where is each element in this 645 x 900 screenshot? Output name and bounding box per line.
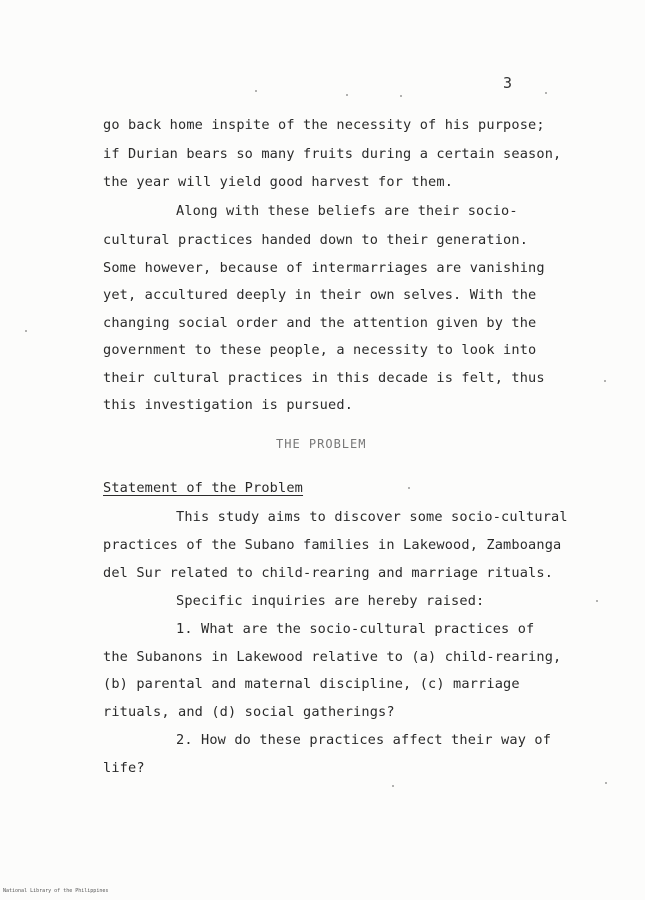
text-line-18: (b) parental and maternal discipline, (c) marriage [103, 676, 520, 692]
text-line-12: This study aims to discover some socio-cultural [176, 509, 568, 525]
text-line-20: 2. How do these practices affect their way of [176, 732, 552, 748]
scan-speck [605, 782, 607, 784]
text-line-15: Specific inquiries are hereby raised: [176, 593, 485, 609]
text-line-3: the year will yield good harvest for them. [103, 174, 454, 190]
scan-speck [255, 90, 257, 92]
text-line-14: del Sur related to child-rearing and marriage rituals. [103, 565, 554, 581]
section-heading: THE PROBLEM [276, 437, 367, 451]
text-line-11: this investigation is pursued. [103, 397, 354, 413]
text-line-10: their cultural practices in this decade is felt, thus [103, 370, 545, 386]
scan-speck [545, 92, 547, 94]
scan-speck [392, 785, 394, 787]
scan-speck [400, 95, 402, 97]
text-line-7: yet, accultured deeply in their own selves. With the [103, 287, 537, 303]
text-line-4: Along with these beliefs are their socio- [176, 203, 518, 219]
scan-speck [596, 600, 598, 602]
text-line-8: changing social order and the attention given by the [103, 315, 537, 331]
text-line-1: go back home inspite of the necessity of his purpose; [103, 117, 545, 133]
library-footer: National Library of the Philippines [3, 888, 109, 894]
scan-speck [408, 487, 410, 489]
text-line-6: Some however, because of intermarriages are vanishing [103, 260, 545, 276]
page-number: 3 [503, 74, 513, 92]
text-line-17: the Subanons in Lakewood relative to (a) child-rearing, [103, 649, 562, 665]
text-line-16: 1. What are the socio-cultural practices of [176, 621, 535, 637]
scan-speck [25, 330, 27, 332]
text-line-19: rituals, and (d) social gatherings? [103, 704, 395, 720]
text-line-9: government to these people, a necessity to look into [103, 342, 537, 358]
text-line-21: life? [103, 760, 145, 776]
section-title: Statement of the Problem [103, 480, 304, 496]
text-line-13: practices of the Subano families in Lakewood, Zamboanga [103, 537, 562, 553]
text-line-5: cultural practices handed down to their generation. [103, 232, 529, 248]
text-line-2: if Durian bears so many fruits during a certain season, [103, 146, 562, 162]
scan-speck [346, 94, 348, 96]
scan-speck [604, 380, 606, 382]
